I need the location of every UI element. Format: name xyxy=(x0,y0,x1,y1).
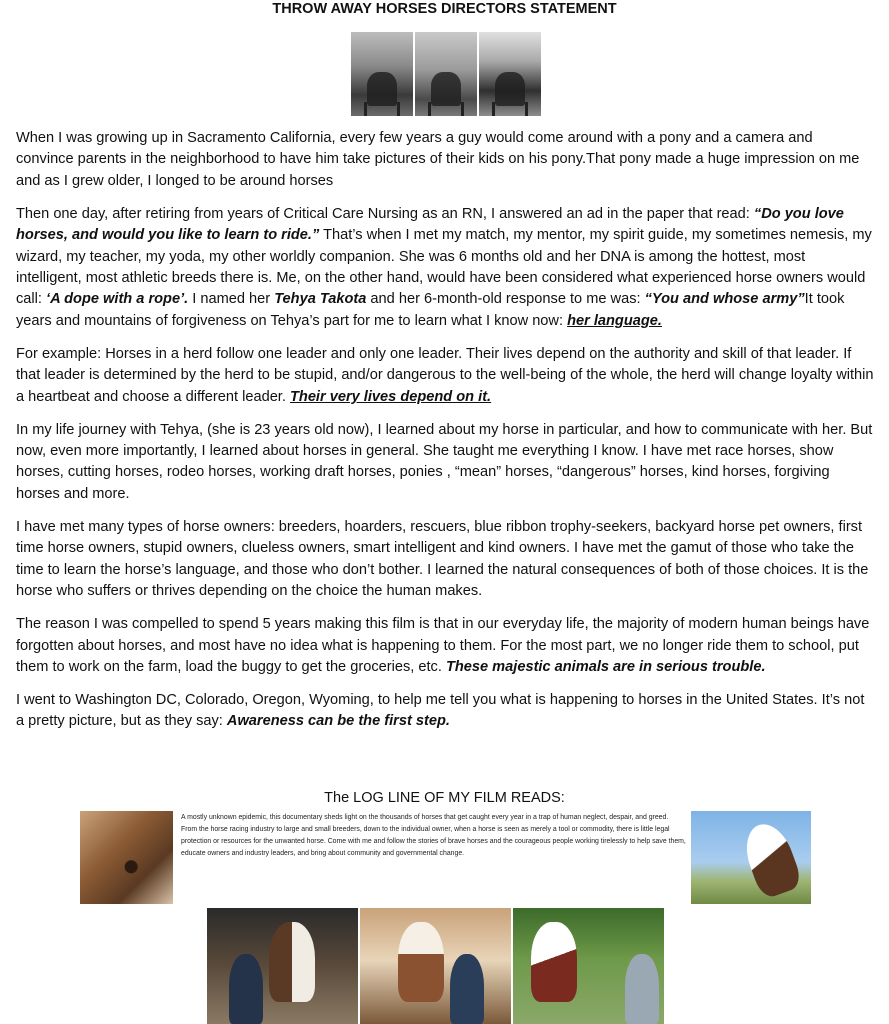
vintage-pony-photo-3 xyxy=(479,32,541,116)
film-stills xyxy=(207,908,664,1024)
document-title: THROW AWAY HORSES DIRECTORS STATEMENT xyxy=(272,1,617,17)
film-still-arena xyxy=(207,908,358,1024)
paragraph-horse-owners: I have met many types of horse owners: breeders, hoarders, rescuers, blue ribbon trophy-seekers, backyard horse pet owners, first time horse owners, stupid owners, clueless owners, smart intelligent and kind owners. I have met the gamut of those who take the time to learn the horse’s language, and those who don’t bother. I learned the natural consequences of both of those choices. It is the horse who suffers or thrives depending on the choice the human makes. xyxy=(16,518,869,600)
vintage-pony-photo-2 xyxy=(415,32,477,116)
paragraph-film-reason: The reason I was compelled to spend 5 years making this film is that in our everyday life, the majority of modern human beings have forgotten about horses, and most have no idea what is happening to them. For the most part, we no longer ride them to school, put them to work on the farm, load the buggy to get the groceries, etc. These majestic animals are in serious trouble. xyxy=(16,616,870,675)
logline-text: A mostly unknown epidemic, this documentary sheds light on the thousands of horses that get caught every year in a trap of human neglect, despair, and greed. From the horse racing industry to large and small breeders, down to the individual owner, when a horse is seen as merely a tool or commodity, there is little legal protection or resources for the unwanted horse. Come with me and follow the stories of brave horses and the courageous people working tirelessly to help save them, educate owners and industry leaders, and bring about community and governmental change. xyxy=(181,814,686,857)
film-still-pasture xyxy=(513,908,664,1024)
paragraph-herd-leader: For example: Horses in a herd follow one leader and only one leader. Their lives depend on the authority and skill of that leader. If that leader is determined by the herd to be stupid, and/or dangerous to the well-being of the whole, the herd will change loyalty within a heartbeat and choose a different leader. Their very lives depend on it. xyxy=(16,345,874,405)
film-still-stable xyxy=(360,908,511,1024)
paragraph-life-journey: In my life journey with Tehya, (she is 23 years old now), I learned about my horse in particular, and how to communicate with her. But now, even more importantly, I learned about horses in general. She taught me everything I know. I have met race horses, show horses, cutting horses, rodeo horses, working draft horses, ponies , “mean” horses, “dangerous” horses, kind horses, forgiving horses and more. xyxy=(16,421,873,502)
paragraph-childhood: When I was growing up in Sacramento California, every few years a guy would come around with a pony and a camera and convince parents in the neighborhood to have him take pictures of their kids on his pony.That pony made a huge impression on me and as I grew older, I longed to be around horses xyxy=(16,130,860,189)
paragraph-meeting-tehya: Then one day, after retiring from years of Critical Care Nursing as an RN, I answered an ad in the paper that read: “Do you love horses, and would you like to learn to ride.” That’s when I met my match, my mentor, my spirit guide, my sometimes nemesis, my wizard, my teacher, my yoda, my other worldly companion. She was 6 months old and her DNA is among the hottest, most intelligent, most athletic breeds there is. Me, on the other hand, would have been considered what experienced horse owners would call: ‘A dope with a rope’. I named her Tehya Takota and her 6-month-old response to me was: “You and whose army”It took years and mountains of forgiveness on Tehya’s part for me to learn what I know now: her language. xyxy=(16,205,872,329)
childhood-pony-photos xyxy=(351,32,541,116)
horse-eye-closeup-image xyxy=(80,811,173,904)
paint-horse-portrait-image xyxy=(691,811,811,904)
vintage-pony-photo-1 xyxy=(351,32,413,116)
paragraph-travels: I went to Washington DC, Colorado, Oregon, Wyoming, to help me tell you what is happening to horses in the United States. It’s not a pretty picture, but as they say: Awareness can be the first step. xyxy=(16,691,865,730)
logline-heading: The LOG LINE OF MY FILM READS: xyxy=(324,790,565,806)
statement-body xyxy=(16,128,874,744)
